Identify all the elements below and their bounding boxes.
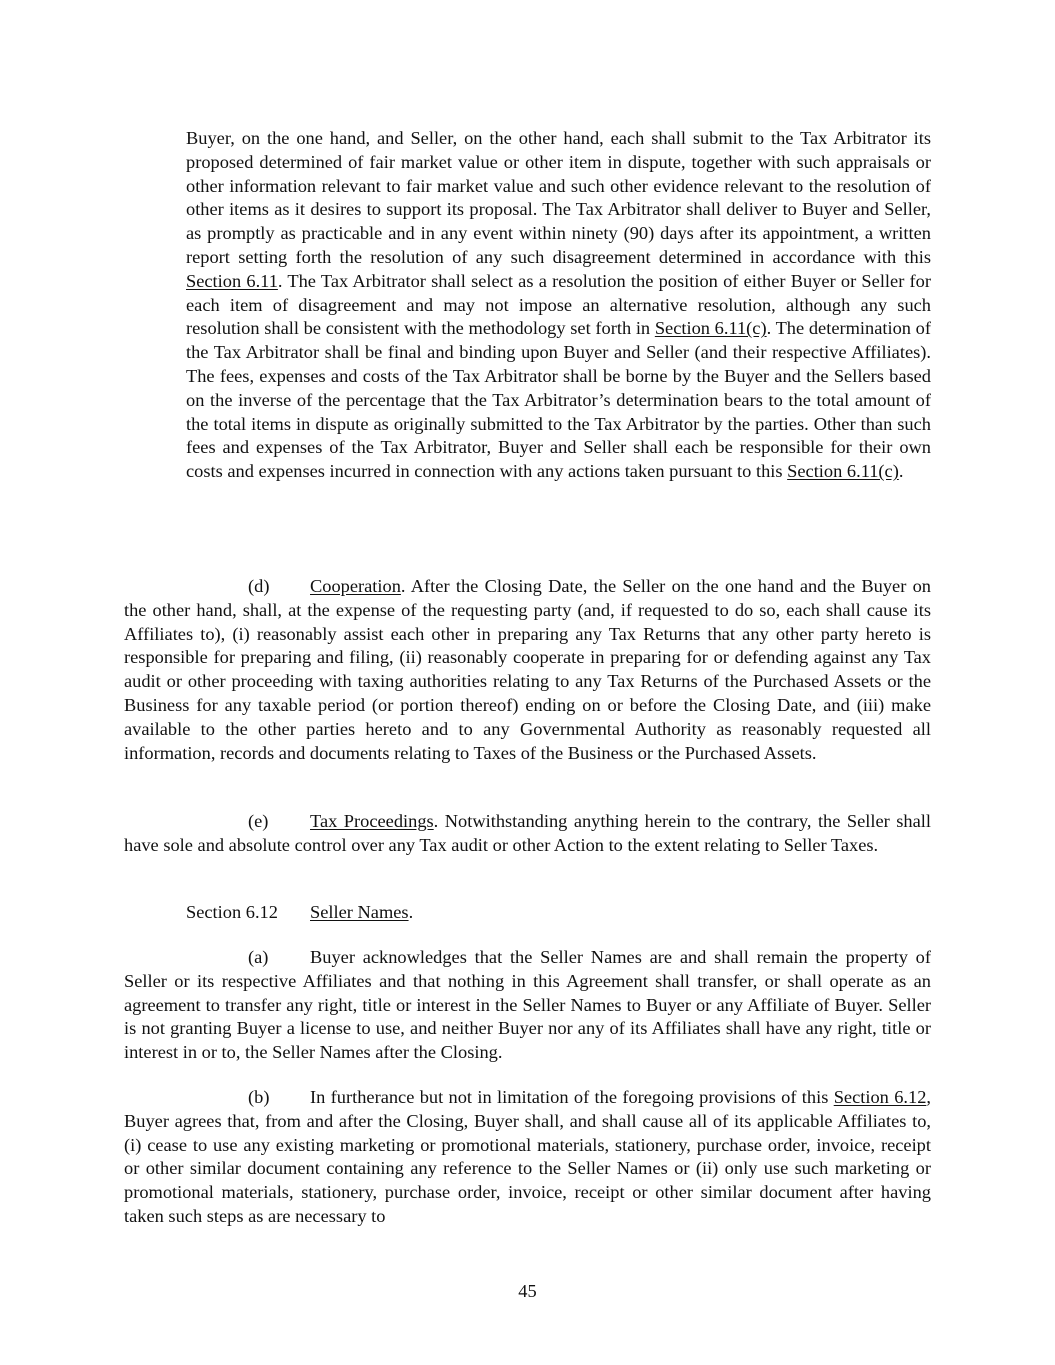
paragraph-c-continuation: Buyer, on the one hand, and Seller, on the other hand, each shall submit to the Tax Arbitrator its proposed determined of fair market value or other item in dispute, together with such appraisals or other information relevant to fair market value and such other evidence relevant to the resolution of other items as it desires to support its proposal. The Tax Arbitrator shall deliver to Buyer and Seller, as promptly as practicable and in any event within ninety (90) days after its appointment, a written report setting forth the resolution of any such disagreement determined in accordance with this Section 6.11. The Tax Arbitrator shall select as a resolution the position of either Buyer or Seller for each item of disagreement and may not impose an alternative resolution, although any such resolution shall be consistent with the methodology set forth in Section 6.11(c). The determination of the Tax Arbitrator shall be final and binding upon Buyer and Seller (and their respective Affiliates). The fees, expenses and costs of the Tax Arbitrator shall be borne by the Buyer and the Sellers based on the inverse of the percentage that the Tax Arbitrator’s determination bears to the total amount of the total items in dispute as originally submitted to the Tax Arbitrator by the parties. Other than such fees and expenses of the Tax Arbitrator, Buyer and Seller shall each be responsible for their own costs and expenses incurred in connection with any actions taken pursuant to this Section 6.11(c). [186,128,931,482]
section-reference-link: Section 6.12 [833,1087,927,1107]
paragraph-a-seller-names: (a) Buyer acknowledges that the Seller Names are and shall remain the property of Seller or its respective Affiliates and that nothing in this Agreement shall transfer, or shall operate as an agreement to transfer any right, title or interest in the Seller Names to Buyer or any Affiliate of Buyer. Seller is not granting Buyer a license to use, and neither Buyer nor any of its Affiliates shall have any right, title or interest in or to, the Seller Names after the Closing. [124,947,931,1063]
section-reference-link: Section 6.11(c) [787,461,899,482]
paragraph-e-tax-proceedings: (e) Tax Proceedings. Notwithstanding anything herein to the contrary, the Seller shall have sole and absolute control over any Tax audit or other Action to the extent relating to Seller Taxes. [124,811,931,855]
clause-label: (b) [248,1087,270,1107]
clause-label: (e) [248,811,269,831]
section-title: Seller Names [310,902,409,922]
paragraph-d-cooperation: (d) Cooperation. After the Closing Date, the Seller on the one hand and the Buyer on the other hand, shall, at the expense of the requesting party (and, if requested to do so, each shall cause its Affiliates to), (i) reasonably assist each other in preparing any Tax Returns that any other party hereto is responsible for preparing and filing, (ii) reasonably cooperate in preparing for or defending against any Tax audit or other proceeding with taxing authorities relating to any Tax Returns of the Purchased Assets or the Business for any taxable period (or portion thereof) ending on or before the Closing Date, and (iii) make available to the other parties hereto and to any Governmental Authority as reasonably requested all information, records and documents relating to Taxes of the Business or the Purchased Assets. [124,576,931,763]
clause-label: (a) [248,947,269,967]
paragraph-b-furtherance: (b) In furtherance but not in limitation of the foregoing provisions of this Section 6.12, Buyer agrees that, from and after the Closing, Buyer shall, and shall cause all of its applicable Affiliates to, (i) cease to use any existing marketing or promotional materials, stationery, purchase order, invoice, receipt or other similar document containing any reference to the Seller Names or (ii) only use such marketing or promotional materials, stationery, purchase order, invoice, receipt or other similar document after having taken such steps as are necessary to [124,1087,931,1226]
section-reference-link: Section 6.11(c) [654,318,767,339]
page-number: 45 [518,1281,537,1301]
clause-title: Cooperation [310,576,401,596]
section-reference-link: Section 6.11 [186,270,278,291]
section-number: Section 6.12 [186,902,278,922]
section-heading: Section 6.12 Seller Names. [186,901,413,925]
clause-title: Tax Proceedings [310,811,434,831]
clause-label: (d) [248,576,270,596]
